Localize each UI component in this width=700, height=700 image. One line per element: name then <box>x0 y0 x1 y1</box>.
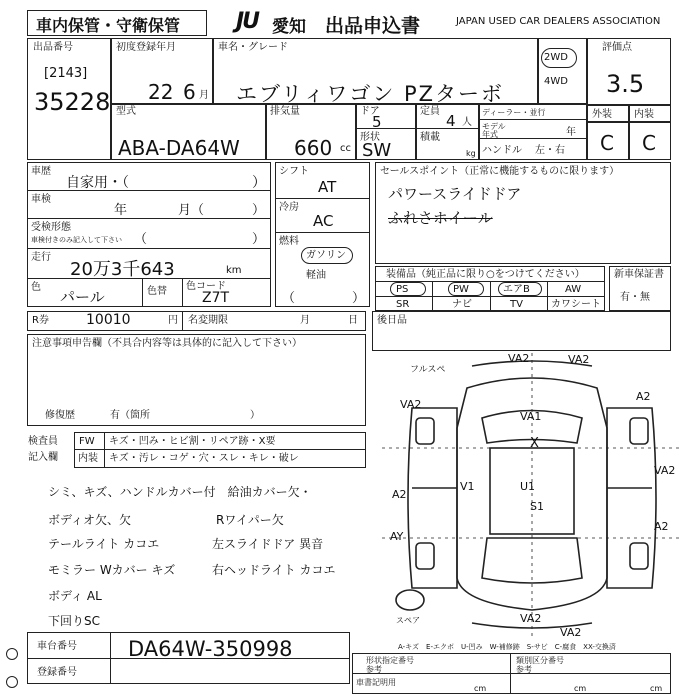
remark-6: モミラー Wカバー キズ <box>48 563 176 577</box>
mileage-unit: km <box>226 265 242 276</box>
selling-point-1: パワースライドドア <box>388 185 522 203</box>
selling-point-2: ふれさホイール <box>388 209 493 227</box>
year-label: 年式 <box>482 130 498 139</box>
mark-va1-hood: VA1 <box>520 410 542 423</box>
color-code: Z7T <box>202 290 230 306</box>
shape-label: 形状 <box>360 132 380 143</box>
registration-label: 初度登録年月 <box>116 42 176 53</box>
selling-points-label: セールスポイント（正常に機能するものに限ります） <box>380 166 620 177</box>
remark-4: テールライト カコエ <box>48 537 160 551</box>
remark-8: ボディ AL <box>48 589 102 603</box>
footer-left-label: 形状指定番号 <box>366 656 414 665</box>
interior-inspect-label: 内装 <box>78 453 98 464</box>
ju-logo: JU <box>236 9 259 34</box>
doors-label: ドア <box>360 106 380 117</box>
fw-label: FW <box>79 436 95 447</box>
fw-items: キズ・凹み・ヒビ割・リペア跡・X要 <box>109 436 276 447</box>
shift-value: AT <box>318 178 337 196</box>
mark-a2-right: A2 <box>636 390 651 403</box>
mark-ay: AY <box>390 530 404 543</box>
mark-x-roof: X <box>530 436 539 451</box>
shape-value: SW <box>362 140 392 161</box>
equip-ps: PS <box>396 284 409 295</box>
reg-label: 登録番号 <box>37 667 77 678</box>
capacity-unit: 人 <box>462 117 472 128</box>
exterior-grade: C <box>600 131 614 155</box>
region-label: 愛知 <box>272 17 306 37</box>
later-docs-label: 後日品 <box>377 315 407 326</box>
repair-history-label: 修復歴 <box>45 410 75 421</box>
warranty-label: 新車保証書 <box>614 269 664 280</box>
footer-right-label: 類別区分番号 <box>516 656 564 665</box>
score-value: 3.5 <box>606 70 645 98</box>
spare-label: スペア <box>396 616 420 625</box>
name-change-label: 名変期限 <box>188 315 228 326</box>
storage-label: 車内保管・守衛保管 <box>36 16 181 35</box>
mark-u1: U1 <box>520 480 536 493</box>
color-code-label: 色コード <box>186 281 226 292</box>
displacement-value: 660 <box>294 136 333 160</box>
shift-label: シフト <box>279 166 309 177</box>
dealer-label: ディーラー・並行 <box>482 108 546 117</box>
model-year-label: モデル <box>482 122 506 131</box>
score-label: 評価点 <box>602 42 632 53</box>
drive-4wd: 4WD <box>544 76 568 87</box>
interior-items: キズ・汚レ・コゲ・穴・スレ・キレ・破レ <box>109 453 299 464</box>
size-label: 車書記明用 <box>356 678 396 687</box>
history-label: 車歴 <box>31 166 51 177</box>
model-value: エブリィワゴン PZターボ <box>236 82 505 106</box>
lot-small-number: [2143] <box>44 66 88 81</box>
aircon-label: 冷房 <box>279 202 299 213</box>
chassis-label: 車台番号 <box>37 641 77 652</box>
equip-aw: AW <box>565 284 582 295</box>
registration-year: 22 <box>148 80 174 104</box>
type-label: 型式 <box>116 106 136 117</box>
mark-a2-right-rear: A2 <box>654 520 669 533</box>
color-label: 色 <box>31 282 41 293</box>
equip-tv: TV <box>510 299 523 310</box>
handle-value: 左・右 <box>535 145 565 156</box>
mark-va2-front: VA2 <box>508 352 530 365</box>
exterior-label: 外装 <box>592 109 612 120</box>
remark-3: Rワイパー欠 <box>216 513 284 527</box>
r-coupon-value: 10010 <box>86 312 131 328</box>
form-note: 車検付きのみ記入して下さい <box>31 236 122 244</box>
mark-a2-left-rear: A2 <box>392 488 407 501</box>
equip-navi: ナビ <box>452 299 472 310</box>
displacement-unit: cc <box>340 143 351 154</box>
capacity-value: 4 <box>446 112 456 130</box>
equip-sr: SR <box>396 299 410 310</box>
equip-pw: PW <box>453 284 469 295</box>
history-value: 自家用・（ <box>66 175 129 191</box>
mark-va2-left: VA2 <box>400 398 422 411</box>
diagram-top-note: フルスペ <box>410 365 446 375</box>
r-coupon-label: R券 <box>32 315 49 326</box>
r-coupon-unit: 円 <box>168 315 178 326</box>
aircon-value: AC <box>313 212 334 230</box>
color-change-label: 色替 <box>147 286 167 297</box>
remark-7: 右ヘッドライト カコエ <box>212 563 336 577</box>
chassis-number: DA64W-350998 <box>128 637 293 661</box>
punch-hole <box>6 676 18 688</box>
equip-leather: カワシート <box>551 299 601 310</box>
year-unit: 年 <box>566 127 576 138</box>
lot-number-label: 出品番号 <box>33 42 73 53</box>
fuel-diesel: 軽油 <box>306 270 326 281</box>
displacement-label: 排気量 <box>270 106 300 117</box>
mark-s1: S1 <box>530 500 544 513</box>
notes-label: 注意事項申告欄（不具合内容等は具体的に記入して下さい） <box>32 338 302 349</box>
punch-hole <box>6 648 18 660</box>
color-value: パール <box>60 288 105 306</box>
mark-va2-right: VA2 <box>654 464 676 477</box>
lot-number: 35228 <box>34 88 111 116</box>
handle-label: ハンドル <box>482 145 522 156</box>
doors-value: 5 <box>372 113 382 131</box>
form-label: 受検形態 <box>31 222 71 233</box>
inspector-label-1: 検査員 <box>28 436 58 447</box>
remark-1: シミ、キズ、ハンドルカバー付 給油カバー欠・ <box>48 485 312 499</box>
fuel-gas: ガソリン <box>306 250 346 261</box>
fuel-label: 燃料 <box>279 236 299 247</box>
remark-5: 左スライドドア 異音 <box>212 537 324 551</box>
damage-legend: A-キズ E-エクボ U-凹み W-補修跡 S-サビ C-腐食 XX-交換済 <box>398 643 616 651</box>
registration-month: 6 <box>183 80 196 104</box>
inspection-label: 車検 <box>31 194 51 205</box>
form-title: 出品申込書 <box>325 15 421 37</box>
drive-2wd: 2WD <box>544 52 568 63</box>
remark-2: ボディオ欠、欠 <box>48 513 132 527</box>
mileage-label: 走行 <box>31 252 51 263</box>
equipment-label: 装備品（純正品に限り○をつけてください） <box>386 269 585 280</box>
load-unit: kg <box>466 149 476 158</box>
inspector-label-2: 記入欄 <box>28 452 58 463</box>
interior-label: 内装 <box>634 109 654 120</box>
equip-airbag: エアB <box>503 284 530 295</box>
type-value: ABA-DA64W <box>118 136 240 160</box>
mark-va2-rear-right: VA2 <box>560 626 582 639</box>
capacity-label: 定員 <box>420 106 440 117</box>
later-docs-block <box>372 311 671 351</box>
mark-v1: V1 <box>460 480 475 493</box>
mark-va2-rear: VA2 <box>520 612 542 625</box>
warranty-value: 有・無 <box>620 292 650 303</box>
association-name: JAPAN USED CAR DEALERS ASSOCIATION <box>456 16 661 27</box>
mileage-value: 20万3千643 <box>70 259 175 280</box>
month-unit: 月 <box>199 90 209 101</box>
remark-9: 下回りSC <box>48 614 100 628</box>
model-label: 車名・グレード <box>218 42 288 53</box>
mark-va2-front-right: VA2 <box>568 353 590 366</box>
interior-grade: C <box>642 131 656 155</box>
load-label: 積載 <box>420 132 440 143</box>
repair-history-value: 有（箇所 <box>110 410 150 421</box>
